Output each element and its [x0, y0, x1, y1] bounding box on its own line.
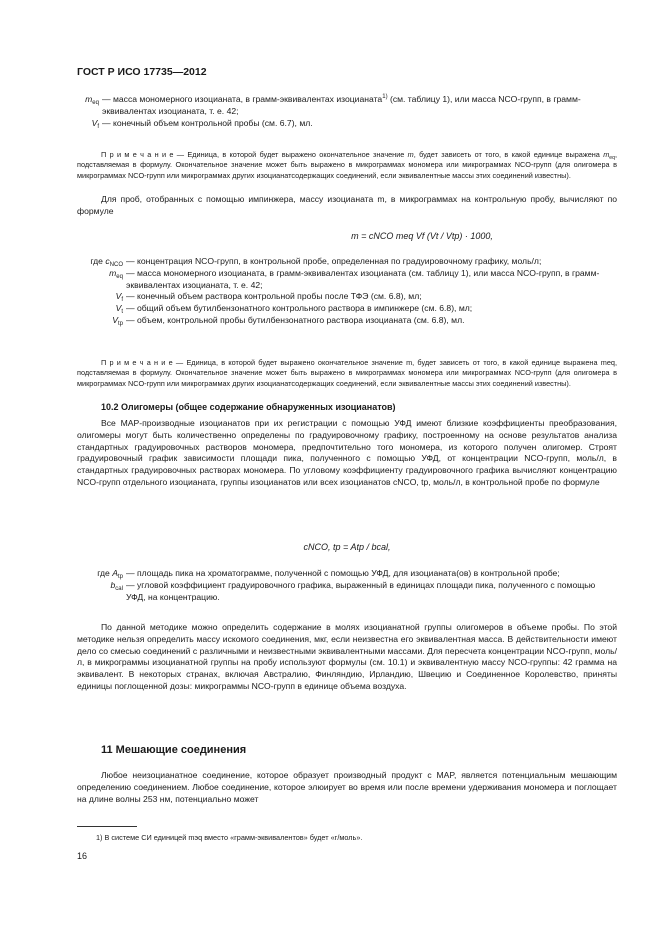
- section-11-paragraph: Любое неизоцианатное соединение, которое образует производный продукт с MAP, является потенциальным мешающим определению соединением. Любое соединение, которое элюирует во время или после времени удерживания мономера и поглощает на длине волны 253 нм, потенциально может: [77, 770, 617, 804]
- section-10-2-paragraph: Все MAP-производные изоцианатов при их регистрации с помощью УФД имеют близкие коэффициенты преобразования, олигомеры могут быть количественно определены по градуировочному графику, построенному на основе результатов анализа стандартных градуировочных растворов мономера, предпочтительно того мономера, из которого получен олигомер. Строят градуировочный график зависимости площади пика, полученного с помощью УФД, от концентрации NCO-групп, моль/л, в стандартных градуировочных растворах мономера. По угловому коэффициенту градуировочного графика вычисляют концентрацию NCO-групп отдельного изоцианата, группы изоцианатов или всех изоцианатов cNCO, tp, моль/л, в контрольной пробе по формуле: [77, 418, 617, 487]
- section-11-title: 11 Мешающие соединения: [101, 744, 247, 756]
- formula-2: cNCO, tp = Atp / bcal,: [303, 542, 391, 552]
- document-header: ГОСТ Р ИСО 17735—2012: [77, 66, 207, 78]
- dash: —: [102, 94, 113, 104]
- symbol-sub: f: [97, 123, 99, 130]
- note-1: П р и м е ч а н и е — Единица, в которой будет выражено окончательное значение m, будет зависеть от того, в какой единице выражена $m_{eq}$, подставляемая в формулу. Окончательное значение может быть выражено в микрограммах мономера или микрограммах NCO-групп (для олигомера в микрограммах NCO-групп или микрограммах других изоцианатсодержащих соединений, если эквивалентные массы этих соединений известны).: [77, 150, 617, 180]
- definition-bcal: $b_{cal}$ — угловой коэффициент градуировочного графика, выраженный в единицах площади пика, полученного с помощью УФД, на концентрацию.: [110, 579, 596, 602]
- definition-vt: $V_t$ — общий объем бутилбензонатного контрольного раствора в импинжере (см. 6.8), мл;: [115, 303, 473, 316]
- definitions-list-2: [77, 256, 617, 327]
- definition-cnco: где $c_{NCO}$ — концентрация NCO-групп, в контрольной пробе, определенная по градуировочному графику, моль/л;: [90, 256, 542, 268]
- definition-text: масса мономерного изоцианата, в грамм-эквивалентах изоцианата: [112, 94, 383, 104]
- definition-text: конечный объем контрольной пробы (см. 6.7), мл.: [112, 117, 313, 128]
- note-2: П р и м е ч а н и е — Единица, в которой будет выражено окончательное значение m, будет зависеть от того, в какой единице выражена meq, подставляемая в формулу. Окончательное значение может быть выражено в микрограммах мономера или микрограммах NCO-групп (для олигомера в микрограммах NCO-групп или микрограммах других изоцианатсодержащих соединений, если эквивалентные массы этих соединений известны).: [77, 358, 617, 388]
- definition-vtp: $V_{tp}$ — объем, контрольной пробы бутилбензонатного раствора изоцианата (см. 6.8), мл.: [112, 314, 465, 327]
- definitions-list-3: [77, 568, 617, 603]
- formula-1: m = cNCO meq Vf (Vt / Vtp) · 1000,: [351, 231, 493, 241]
- footnote: 1) В системе СИ единицей mэq вместо «грамм-эквивалентов» будет «г/моль».: [96, 833, 363, 842]
- definition-meq: [77, 94, 617, 118]
- paragraph-impinger: Для проб, отобранных с помощью импинжера, массу изоцианата m, в микрограммах на контрольную пробу, вычисляют по формуле: [77, 194, 617, 216]
- section-10-2-title: 10.2 Олигомеры (общее содержание обнаруженных изоцианатов): [101, 402, 396, 412]
- symbol: m: [85, 94, 93, 104]
- definition-vf-2: $V_f$ — конечный объем раствора контрольной пробы после ТФЭ (см. 6.8), мл;: [115, 291, 422, 304]
- footnote-ref: 1): [382, 94, 388, 100]
- symbol-sub: eq: [92, 100, 99, 106]
- definitions-list-1: [77, 94, 617, 129]
- dash: —: [102, 117, 113, 128]
- definition-vf: [77, 118, 617, 130]
- definition-meq-2: $m_{eq}$ — масса мономерного изоцианата, в грамм-эквивалентах изоцианата (см. таблицу 1), или масса NCO-групп, в грамм-эквивалентах изоцианата, т. е. 42;: [109, 267, 600, 290]
- symbol: V: [91, 117, 98, 128]
- footnote-divider: [77, 826, 137, 827]
- page-number: 16: [77, 851, 88, 861]
- paragraph-oligomers: По данной методике можно определить содержание в молях изоцианатной группы олигомеров в объеме пробы. По этой методике нельзя определить массу искомого соединения, мкг, если неизвестна его эквивалентная масса. В действительности имеют дело со смесью соединений с различными и неизвестными эквивалентными массами. Для пересчета концентрации NCO-групп, моль/л, в микрограммы изоцианатной группы на пробу используют формулы (см. 10.1) и эквивалентную массу NCO-группы: 42 грамма на эквивалент. В некоторых странах, включая Австралию, Финляндию, Ирландию, Швецию и Соединенное Королевство, приняты единицы поглощенной дозы: микрограммы NCO-групп в единице объема воздуха.: [77, 622, 617, 691]
- definition-atp: где $A_{tp}$ — площадь пика на хроматограмме, полученной с помощью УФД, для изоцианата(ов) в контрольной пробе;: [97, 568, 560, 580]
- definition-text-2: (см. таблицу 1), или масса NCO-групп, в грамм-эквивалентах изоцианата, т. е. 42;: [102, 94, 581, 116]
